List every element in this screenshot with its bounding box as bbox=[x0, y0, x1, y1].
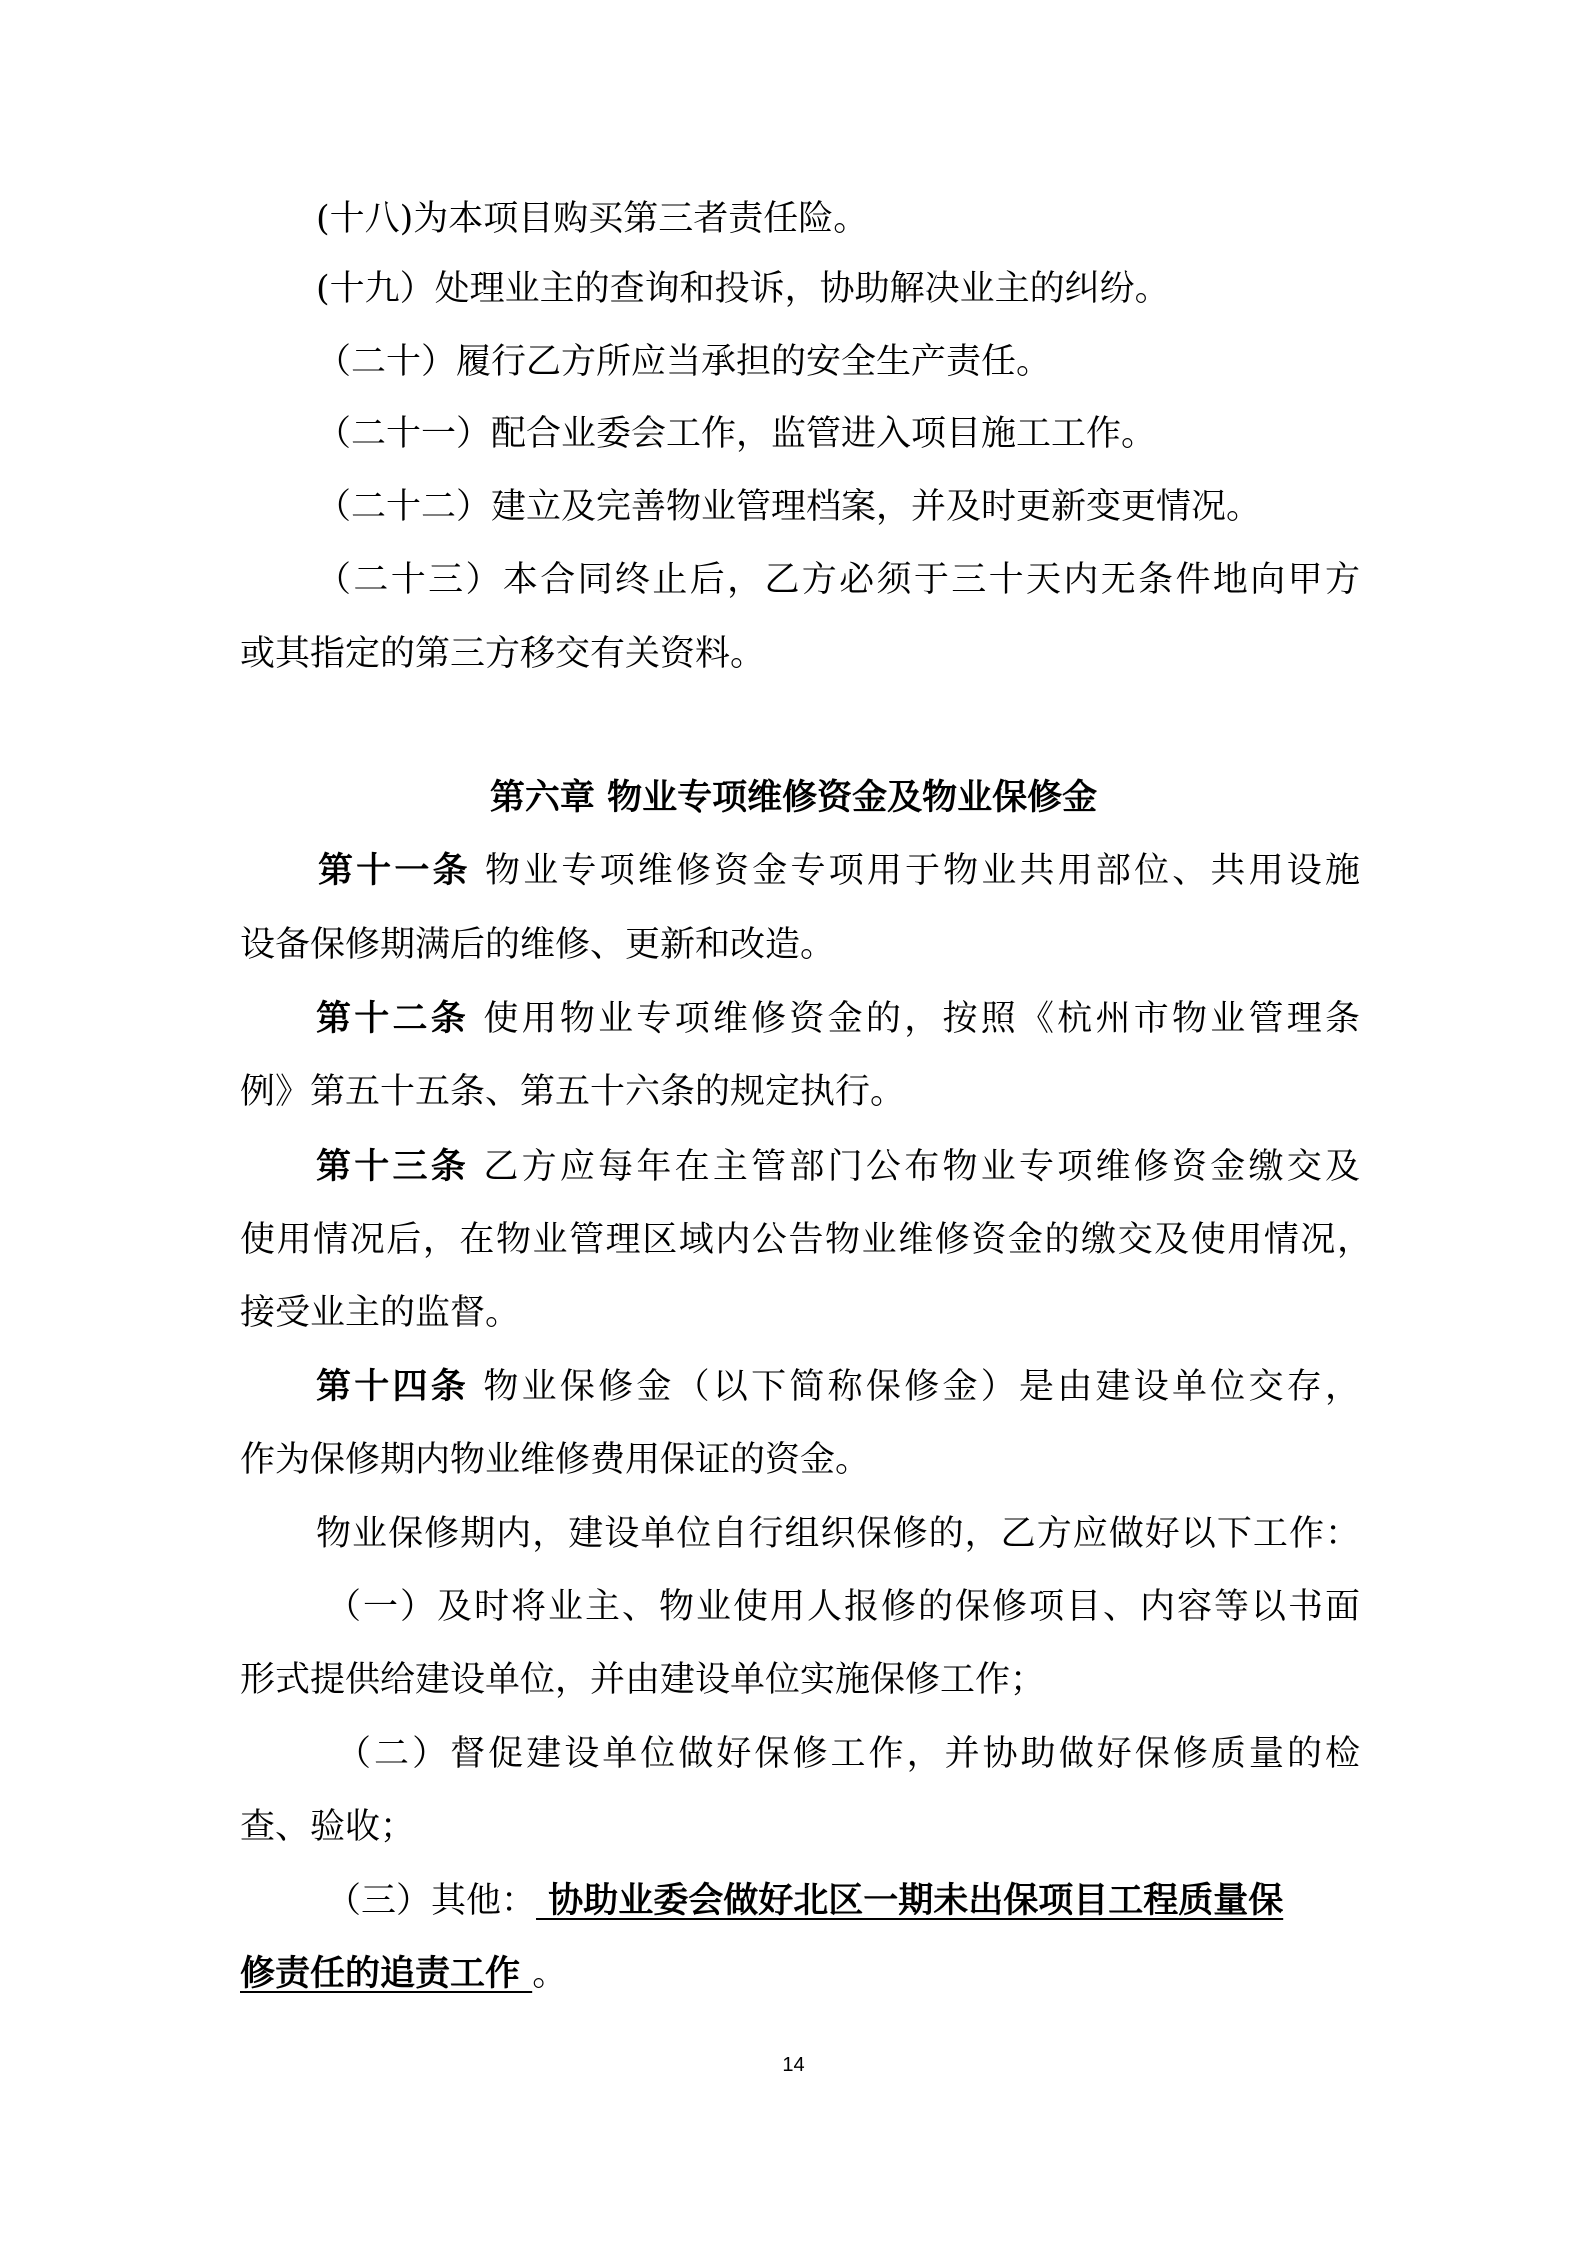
clause-23-line-2 bbox=[240, 631, 1360, 677]
warranty-item-3-filled-1: 协助业委会做好北区一期未出保项目工程质量保 bbox=[536, 1880, 1284, 1921]
article-14-line-1 bbox=[316, 1364, 1360, 1410]
article-11-text-2: 设备保修期满后的维修、更新和改造。 bbox=[240, 925, 836, 965]
article-13-text-1: 乙方应每年在主管部门公布物业专项维修资金缴交及 bbox=[483, 1147, 1360, 1187]
warranty-item-3-end: 。 bbox=[532, 1954, 568, 1994]
article-12-text-1: 使用物业专项维修资金的，按照《杭州市物业管理条 bbox=[483, 999, 1360, 1039]
warranty-item-1-text-1: （一）及时将业主、物业使用人报修的保修项目、内容等以书面 bbox=[326, 1587, 1360, 1627]
article-13-line-1 bbox=[316, 1144, 1360, 1190]
warranty-item-3-line-2 bbox=[240, 1951, 1360, 1997]
warranty-item-2-line-2 bbox=[240, 1804, 1360, 1850]
clause-21-text: （二十一）配合业委会工作，监管进入项目施工工作。 bbox=[316, 414, 1157, 454]
clause-20 bbox=[316, 339, 1360, 385]
article-12-text-2: 例》第五十五条、第五十六条的规定执行。 bbox=[240, 1072, 906, 1112]
warranty-item-2-line-1 bbox=[336, 1731, 1360, 1777]
warranty-item-1-line-1 bbox=[326, 1584, 1360, 1630]
article-13-label: 第十三条 bbox=[316, 1146, 470, 1187]
warranty-item-3-filled-2: 修责任的追责工作 bbox=[240, 1953, 533, 1994]
clause-23-text-1: （二十三）本合同终止后，乙方必须于三十天内无条件地向甲方 bbox=[316, 560, 1360, 600]
clause-20-text: （二十）履行乙方所应当承担的安全生产责任。 bbox=[316, 342, 1052, 382]
article-12-line-1 bbox=[316, 996, 1360, 1042]
article-13-line-3 bbox=[240, 1290, 1360, 1336]
clause-23-line-1 bbox=[316, 557, 1360, 603]
clause-22 bbox=[316, 484, 1360, 530]
article-14-label: 第十四条 bbox=[316, 1366, 470, 1407]
clause-23-text-2: 或其指定的第三方移交有关资料。 bbox=[240, 634, 766, 674]
warranty-intro bbox=[316, 1511, 1360, 1557]
article-13-line-2 bbox=[240, 1217, 1372, 1263]
warranty-item-2-text-2: 查、验收； bbox=[240, 1807, 416, 1847]
article-13-text-3: 接受业主的监督。 bbox=[240, 1293, 521, 1333]
warranty-item-2-text-1: （二）督促建设单位做好保修工作，并协助做好保修质量的检 bbox=[336, 1734, 1360, 1774]
clause-19 bbox=[316, 266, 1360, 312]
article-12-label: 第十二条 bbox=[316, 998, 470, 1039]
clause-21 bbox=[316, 411, 1360, 457]
warranty-item-3-line-1 bbox=[326, 1878, 1360, 1924]
article-14-text-2: 作为保修期内物业维修费用保证的资金。 bbox=[240, 1440, 871, 1480]
clause-22-text: （二十二）建立及完善物业管理档案，并及时更新变更情况。 bbox=[316, 487, 1262, 527]
clause-19-text: (十九）处理业主的查询和投诉，协助解决业主的纠纷。 bbox=[316, 269, 1170, 309]
article-11-label: 第十一条 bbox=[318, 850, 471, 891]
article-14-line-2 bbox=[240, 1437, 1360, 1483]
article-14-text-1: 物业保修金（以下简称保修金）是由建设单位交存， bbox=[483, 1367, 1360, 1407]
warranty-item-1-text-2: 形式提供给建设单位，并由建设单位实施保修工作； bbox=[240, 1660, 1046, 1700]
article-11-line-1 bbox=[318, 848, 1360, 894]
article-11-line-2 bbox=[240, 922, 1360, 968]
article-12-line-2 bbox=[240, 1069, 1360, 1115]
warranty-intro-text: 物业保修期内，建设单位自行组织保修的，乙方应做好以下工作： bbox=[316, 1514, 1360, 1554]
clause-18 bbox=[316, 196, 1360, 242]
clause-18-text: (十八)为本项目购买第三者责任险。 bbox=[316, 199, 869, 239]
chapter-title: 第六章 物业专项维修资金及物业保修金 bbox=[489, 777, 1098, 818]
warranty-item-1-line-2 bbox=[240, 1657, 1360, 1703]
warranty-item-3-prefix: （三）其他： bbox=[326, 1881, 537, 1921]
page-number: 14 bbox=[782, 2054, 805, 2076]
article-11-text-1: 物业专项维修资金专项用于物业共用部位、共用设施 bbox=[485, 851, 1360, 891]
article-13-text-2: 使用情况后，在物业管理区域内公告物业维修资金的缴交及使用情况， bbox=[240, 1220, 1372, 1260]
